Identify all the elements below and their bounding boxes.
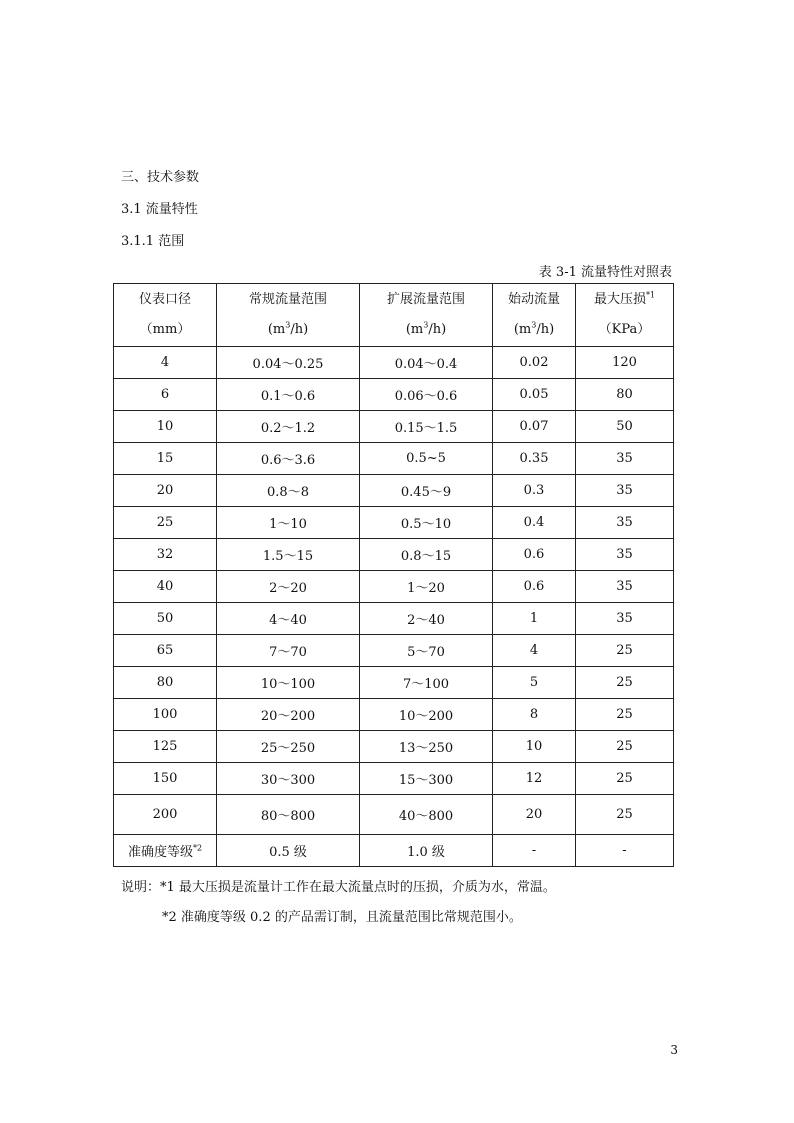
table-cell: 7～70 <box>217 635 360 667</box>
table-cell: 1～10 <box>217 507 360 539</box>
table-cell: 0.6～3.6 <box>217 443 360 475</box>
table-cell: 0.8～15 <box>360 539 493 571</box>
table-cell: 0.35 <box>493 443 576 475</box>
table-cell: 10～100 <box>217 667 360 699</box>
table-row <box>114 411 674 443</box>
accuracy-class-label <box>114 835 217 867</box>
table-cell: 25 <box>576 667 674 699</box>
table-row <box>114 347 674 379</box>
header-normal-range <box>217 284 360 347</box>
table-cell: 13～250 <box>360 731 493 763</box>
table-cell: 0.45～9 <box>360 475 493 507</box>
header-max-pressure-loss-title <box>576 285 673 315</box>
table-cell: 15 <box>114 443 217 475</box>
table-cell: 0.15～1.5 <box>360 411 493 443</box>
table-cell: - <box>493 835 576 867</box>
table-cell: 8 <box>493 699 576 731</box>
header-text: 最大压损 <box>593 292 646 307</box>
header-diameter-unit: （mm） <box>139 322 191 337</box>
table-cell: 40～800 <box>360 795 493 835</box>
table-cell: 6 <box>114 379 217 411</box>
page-number: 3 <box>670 1043 678 1057</box>
table-cell: 40 <box>114 571 217 603</box>
table-cell: 35 <box>576 571 674 603</box>
section-heading: 三、技术参数 <box>121 170 200 185</box>
table-cell: 0.4 <box>493 507 576 539</box>
unit-part: /h) <box>290 322 309 337</box>
table-cell: 0.3 <box>493 475 576 507</box>
table-cell: 30～300 <box>217 763 360 795</box>
table-cell: 2～20 <box>217 571 360 603</box>
table-row <box>114 603 674 635</box>
table-cell: 25 <box>576 699 674 731</box>
table-row <box>114 699 674 731</box>
header-normal-range-title: 常规流量范围 <box>248 292 327 307</box>
table-cell: 35 <box>576 507 674 539</box>
table-cell: 0.8～8 <box>217 475 360 507</box>
table-body <box>114 347 674 867</box>
header-starting-flow <box>493 284 576 347</box>
unit-part: (m <box>405 322 424 337</box>
unit-superscript: 3 <box>423 320 429 330</box>
table-row <box>114 731 674 763</box>
table-cell: 0.6 <box>493 539 576 571</box>
header-starting-flow-unit <box>493 315 575 345</box>
table-header-row <box>114 284 674 347</box>
table-cell: 4 <box>114 347 217 379</box>
table-cell: 35 <box>576 443 674 475</box>
table-cell: 2～40 <box>360 603 493 635</box>
footnote-marker: *2 <box>192 843 203 853</box>
footnote-marker: *1 <box>645 290 656 300</box>
table-cell: 5 <box>493 667 576 699</box>
table-cell: 25 <box>576 763 674 795</box>
table-cell: 125 <box>114 731 217 763</box>
table-cell: 80 <box>576 379 674 411</box>
subsubsection-heading: 3.1.1 范围 <box>121 234 185 249</box>
table-cell: 0.04～0.25 <box>217 347 360 379</box>
table-cell: 0.6 <box>493 571 576 603</box>
table-row <box>114 635 674 667</box>
table-cell: 0.07 <box>493 411 576 443</box>
table-cell: 25 <box>576 795 674 835</box>
table-cell: 25 <box>114 507 217 539</box>
header-diameter-title: 仪表口径 <box>138 292 191 307</box>
table-cell: - <box>576 835 674 867</box>
table-row <box>114 443 674 475</box>
header-max-pressure-loss-unit: （KPa） <box>598 322 651 337</box>
table-row <box>114 571 674 603</box>
table-cell: 0.5~5 <box>360 443 493 475</box>
table-row <box>114 475 674 507</box>
table-cell: 80～800 <box>217 795 360 835</box>
table-cell: 4 <box>493 635 576 667</box>
unit-part: /h) <box>536 322 555 337</box>
table-cell: 0.04～0.4 <box>360 347 493 379</box>
table-cell: 80 <box>114 667 217 699</box>
table-row <box>114 379 674 411</box>
table-cell: 7～100 <box>360 667 493 699</box>
subsection-heading: 3.1 流量特性 <box>121 202 198 217</box>
table-cell: 0.02 <box>493 347 576 379</box>
table-footer-row <box>114 835 674 867</box>
table-row <box>114 667 674 699</box>
table-row <box>114 763 674 795</box>
table-cell: 20～200 <box>217 699 360 731</box>
table-cell: 1 <box>493 603 576 635</box>
table-cell: 65 <box>114 635 217 667</box>
table-cell: 0.05 <box>493 379 576 411</box>
accuracy-class-text: 准确度等级 <box>127 845 193 860</box>
table-cell: 25 <box>576 731 674 763</box>
table-cell: 32 <box>114 539 217 571</box>
table-cell: 10 <box>114 411 217 443</box>
flow-characteristics-table <box>113 283 674 867</box>
header-starting-flow-title: 始动流量 <box>507 292 560 307</box>
table-cell: 1～20 <box>360 571 493 603</box>
table-cell: 15～300 <box>360 763 493 795</box>
footnote-2: *2 准确度等级 0.2 的产品需订制，且流量范围比常规范围小。 <box>162 910 522 925</box>
table-cell: 120 <box>576 347 674 379</box>
table-cell: 4～40 <box>217 603 360 635</box>
table-cell: 50 <box>576 411 674 443</box>
header-extended-range-unit <box>360 315 492 345</box>
table-cell: 35 <box>576 475 674 507</box>
table-cell: 200 <box>114 795 217 835</box>
header-extended-range <box>360 284 493 347</box>
table-caption: 表 3-1 流量特性对照表 <box>538 265 672 280</box>
header-diameter <box>114 284 217 347</box>
table-cell: 1.5～15 <box>217 539 360 571</box>
footnote-1: 说明：*1 最大压损是流量计工作在最大流量点时的压损，介质为水，常温。 <box>121 880 556 895</box>
table-cell: 100 <box>114 699 217 731</box>
table-cell: 1.0 级 <box>360 835 493 867</box>
table-cell: 150 <box>114 763 217 795</box>
table-cell: 10 <box>493 731 576 763</box>
unit-superscript: 3 <box>285 320 291 330</box>
table-cell: 0.5～10 <box>360 507 493 539</box>
table-cell: 0.5 级 <box>217 835 360 867</box>
table-cell: 0.06～0.6 <box>360 379 493 411</box>
table-cell: 20 <box>114 475 217 507</box>
unit-part: (m <box>513 322 532 337</box>
table-cell: 10～200 <box>360 699 493 731</box>
table-cell: 50 <box>114 603 217 635</box>
header-extended-range-title: 扩展流量范围 <box>386 292 465 307</box>
unit-part: (m <box>267 322 286 337</box>
unit-superscript: 3 <box>531 320 537 330</box>
table-cell: 35 <box>576 603 674 635</box>
table-cell: 25 <box>576 635 674 667</box>
header-max-pressure-loss <box>576 284 674 347</box>
table-cell: 12 <box>493 763 576 795</box>
header-normal-range-unit <box>217 315 359 345</box>
table-cell: 5～70 <box>360 635 493 667</box>
table-row <box>114 507 674 539</box>
table-cell: 0.1～0.6 <box>217 379 360 411</box>
table-cell: 25～250 <box>217 731 360 763</box>
table-row <box>114 795 674 835</box>
table-cell: 20 <box>493 795 576 835</box>
table-cell: 0.2～1.2 <box>217 411 360 443</box>
table-row <box>114 539 674 571</box>
unit-part: /h) <box>428 322 447 337</box>
table-cell: 35 <box>576 539 674 571</box>
